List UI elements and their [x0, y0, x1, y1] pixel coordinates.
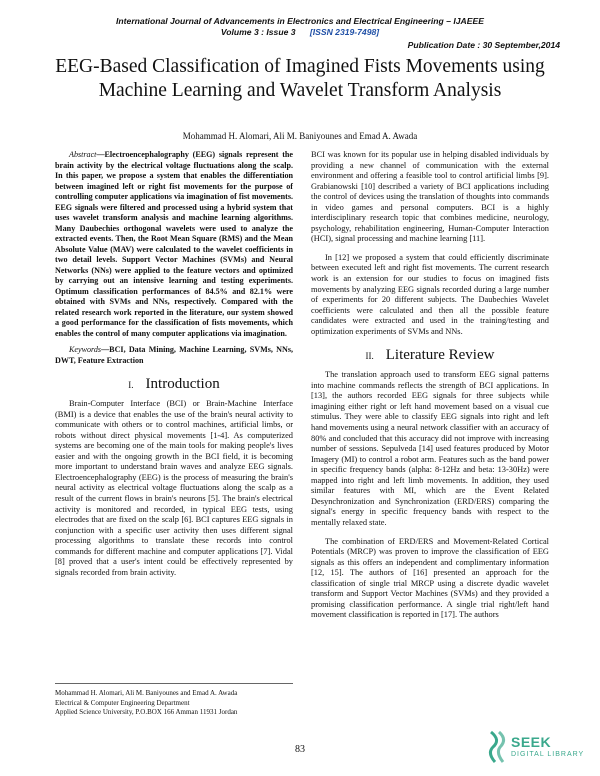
keywords-text: —BCI, Data Mining, Machine Learning, SVMs, NNs, DWT, Feature Extraction — [55, 345, 293, 365]
section-title: Literature Review — [385, 347, 495, 364]
abstract — [55, 150, 293, 339]
right-paragraph-2: In [12] we proposed a system that could efficiently discriminate between executed left and right fist movements. The current research work is an extension for our studies to focus on imagined fists movements by analyzing EEG signals recorded during a large number of experiments for 20 different subjects. The Daubechies Wavelet coefficients were calculated and then all the possible feature candidates were extracted and used in the training/testing and optimization experiments of SVMs and NNs. — [311, 252, 549, 336]
section-number: I. — [128, 380, 134, 391]
issn: [ISSN 2319-7498] — [309, 27, 380, 37]
keywords — [55, 345, 293, 366]
left-column — [55, 150, 293, 578]
keywords-label: Keywords — [69, 345, 102, 354]
literature-paragraph-1: The translation approach used to transform EEG signal patterns into machine commands reflects the strength of BCI applications. In [13], the authors recorded EEG signals for three subjects while imagining either right or left hand movement based on a visual cue stimulus. They were able to classify EEG signals into right and left hand movements using a neural network classifier with an accuracy of 80% and concluded that this accuracy did not improve with increasing number of sessions. Sepulveda [14] used features produced by Motor Imagery (MI) to control a robot arm. Features such as the band power in specific frequency bands (alpha: 8-12Hz and beta: 13-30Hz) were mapped into right and left limb movements. In addition, they used similar features with MI, which are the Event Related Desynchronization and Synchronization (ERD/ERS) comparing the signal's energy in specific frequency bands with respect to the mentally relaxed state. — [311, 370, 549, 527]
literature-paragraph-2: The combination of ERD/ERS and Movement-Related Cortical Potentials (MRCP) was proven to improve the classification of EEG signals as this offers an independent and complimentary information [12, 15]. The authors of [16] presented an approach for the classification of single trial MRCP using a discrete dyadic wavelet transform and Support Vector Machines (SVMs) and they provided a promising classification performance. A single trial right/left hand movement classification is reported in [17]. The authors — [311, 536, 549, 620]
seek-logo-icon — [487, 730, 509, 764]
page-number: 83 — [295, 744, 305, 755]
right-paragraph-1: BCI was known for its popular use in helping disabled individuals by providing a new channel of communication with the external environment and offering a feasible tool to control artificial limbs [9]. Grabianowski [10] described a variety of BCI applications including the control of devices using the translation of thoughts into commands in video games and personal computers. BCI is a highly interdisciplinary research topic that combines medicine, neurology, psychology, rehabilitation engineering, Human-Computer Interaction (HCI), signal processing and machine learning [11]. — [311, 150, 549, 244]
section-title: Introduction — [145, 376, 220, 393]
seek-digital-library-logo — [487, 730, 587, 766]
volume-issue-line — [0, 27, 600, 37]
paper-title: EEG-Based Classification of Imagined Fists Movements using Machine Learning and Wavelet Transform Analysis — [55, 56, 545, 101]
logo-name: SEEK — [511, 734, 552, 750]
publication-date: Publication Date : 30 September,2014 — [407, 40, 560, 50]
footnote-authors: Mohammad H. Alomari, Ali M. Baniyounes and Emad A. Awada — [55, 689, 238, 697]
journal-header: International Journal of Advancements in Electronics and Electrical Engineering – IJAEEE — [116, 16, 484, 26]
footnote-address: Applied Science University, P.O.BOX 166 Amman 11931 Jordan — [55, 708, 238, 717]
right-column — [311, 150, 549, 621]
volume-issue: Volume 3 : Issue 3 — [220, 27, 296, 37]
abstract-text: —Electroencephalography (EEG) signals represent the brain activity by the electrical voltage fluctuations along the scalp. In this paper, we propose a system that enables the differentiation between imagined left or right fist movements for the purpose of controlling computer applications via imagination of fist movements. EEG signals were filtered and processed using a hybrid system that uses wavelet transform analysis and machine learning algorithms. Many Daubechies orthogonal wavelets were used to analyze the extracted events. Then, the Root Mean Square (RMS) and the Mean Absolute Value (MAV) were calculated to the wavelet coefficients in two detail levels. Support Vector Machines (SVMs) and Neural Networks (NNs) were applied to the feature vectors and optimized by carrying out an intensive learning and testing experiments. Optimum classification performances of 84.5% and 82.1% were obtained with SVMs and NNs, respectively. Compared with the related research work reported in the literature, our system showed a good performance for the classification of fists movements, which enables the control of many computer applications via imagination. — [55, 150, 293, 338]
authors: Mohammad H. Alomari, Ali M. Baniyounes and Emad A. Awada — [182, 131, 418, 141]
section-heading-literature-review — [311, 346, 549, 365]
section-number: II. — [365, 351, 374, 362]
abstract-label: Abstract — [69, 150, 97, 159]
intro-paragraph: Brain-Computer Interface (BCI) or Brain-Machine Interface (BMI) is a device that enables the use of the brain's neural activity to communicate with others or to control machines, artificial limbs, or robots without direct physical movements [1-4]. As computerized systems are becoming one of the main tools for making people's lives easier and with the ongoing growth in the BCI field, it is becoming more important to understand brain waves and analyze EEG signals. Electroencephalography (EEG) is the process of measuring the brain's neural activity as electrical voltage fluctuations along the scalp as a result of the current flows in brain's neurons [5]. The brain's electrical activity is monitored and recorded, in typical EEG tests, using electrodes that are fixed on the scalp [6]. BCI captures EEG signals in conjunction with a specific user activity then uses different signal processing algorithms to translate these records into control commands for different machine and computer applications [7]. Vidal [8] proved that a user's intent could be effectively represented by signals recorded from brain activity. — [55, 399, 293, 577]
section-heading-introduction — [55, 375, 293, 394]
logo-subtitle: DIGITAL LIBRARY — [511, 751, 585, 758]
footnote-department: Electrical & Computer Engineering Department — [55, 698, 190, 707]
author-footnote — [55, 683, 293, 718]
